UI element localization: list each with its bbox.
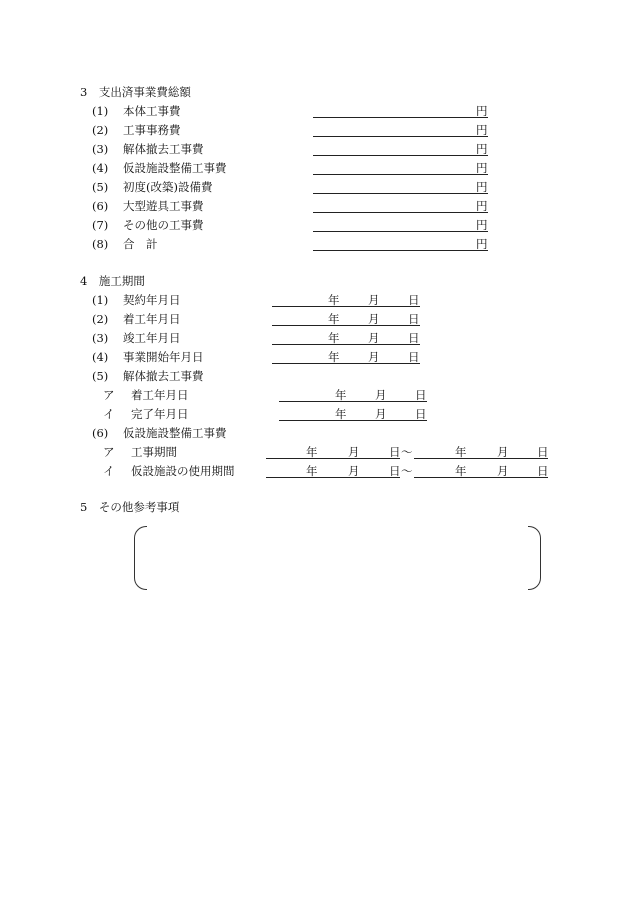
- amount-underline: [313, 174, 488, 175]
- item-number: (7): [92, 218, 109, 232]
- yen-unit: 円: [476, 161, 488, 175]
- yen-unit: 円: [476, 199, 488, 213]
- item-label: 解体撤去工事費: [123, 142, 204, 156]
- item-number: (5): [92, 369, 109, 383]
- item-label: 着工年月日: [123, 312, 181, 326]
- amount-underline: [313, 117, 488, 118]
- month-unit: 月: [368, 312, 380, 326]
- date-underline: [279, 401, 427, 402]
- date-underline: [272, 306, 420, 307]
- yen-unit: 円: [476, 123, 488, 137]
- date-underline-start: [266, 477, 400, 478]
- date-underline: [272, 363, 420, 364]
- item-number: (6): [92, 426, 109, 440]
- day-unit: 日: [537, 464, 549, 478]
- item-number: (3): [92, 142, 109, 156]
- total-label: 合 計: [123, 237, 158, 251]
- amount-underline: [313, 155, 488, 156]
- sub-item-marker: イ: [103, 407, 115, 421]
- month-unit: 月: [348, 464, 360, 478]
- item-label: 大型遊具工事費: [123, 199, 204, 213]
- sub-item-marker: ア: [103, 388, 115, 402]
- date-underline-end: [414, 477, 548, 478]
- day-unit: 日: [408, 293, 420, 307]
- item-number: (3): [92, 331, 109, 345]
- item-label: 本体工事費: [123, 104, 181, 118]
- day-unit: 日: [408, 312, 420, 326]
- section-3-heading: 3 支出済事業費総額: [80, 85, 191, 99]
- item-number: (4): [92, 350, 109, 364]
- date-underline: [272, 325, 420, 326]
- yen-unit: 円: [476, 237, 488, 251]
- year-unit: 年: [328, 350, 340, 364]
- amount-underline: [313, 250, 488, 251]
- day-unit: 日: [389, 445, 401, 459]
- month-unit: 月: [497, 445, 509, 459]
- month-unit: 月: [368, 331, 380, 345]
- sub-item-label: 完了年月日: [131, 407, 189, 421]
- day-unit: 日: [415, 388, 427, 402]
- year-unit: 年: [455, 464, 467, 478]
- item-label: 契約年月日: [123, 293, 181, 307]
- month-unit: 月: [368, 350, 380, 364]
- amount-underline: [313, 212, 488, 213]
- range-separator: ～: [401, 445, 413, 459]
- date-underline-end: [414, 458, 548, 459]
- day-unit: 日: [408, 350, 420, 364]
- month-unit: 月: [375, 407, 387, 421]
- date-underline-start: [266, 458, 400, 459]
- item-number: (2): [92, 312, 109, 326]
- month-unit: 月: [368, 293, 380, 307]
- date-underline: [279, 420, 427, 421]
- sub-item-marker: ア: [103, 445, 115, 459]
- year-unit: 年: [328, 293, 340, 307]
- month-unit: 月: [348, 445, 360, 459]
- item-label: 事業開始年月日: [123, 350, 204, 364]
- year-unit: 年: [306, 464, 318, 478]
- remarks-bracket-left: [134, 526, 147, 590]
- year-unit: 年: [335, 407, 347, 421]
- remarks-bracket-right: [528, 526, 541, 590]
- amount-underline: [313, 193, 488, 194]
- item-label: その他の工事費: [123, 218, 204, 232]
- sub-item-label: 着工年月日: [131, 388, 189, 402]
- section-4-heading: 4 施工期間: [80, 274, 145, 288]
- sub-item-marker: イ: [103, 464, 115, 478]
- item-label: 竣工年月日: [123, 331, 181, 345]
- yen-unit: 円: [476, 180, 488, 194]
- yen-unit: 円: [476, 218, 488, 232]
- item-label: 工事事務費: [123, 123, 181, 137]
- item-number: (8): [92, 237, 109, 251]
- year-unit: 年: [335, 388, 347, 402]
- section-5-heading: 5 その他参考事項: [80, 500, 180, 514]
- range-separator: ～: [401, 464, 413, 478]
- yen-unit: 円: [476, 104, 488, 118]
- day-unit: 日: [415, 407, 427, 421]
- month-unit: 月: [497, 464, 509, 478]
- day-unit: 日: [408, 331, 420, 345]
- item-number: (5): [92, 180, 109, 194]
- amount-underline: [313, 231, 488, 232]
- item-number: (1): [92, 104, 109, 118]
- item-label: 仮設施設整備工事費: [123, 161, 227, 175]
- item-number: (2): [92, 123, 109, 137]
- year-unit: 年: [328, 331, 340, 345]
- item-label: 仮設施設整備工事費: [123, 426, 227, 440]
- sub-item-label: 仮設施設の使用期間: [131, 464, 235, 478]
- item-number: (1): [92, 293, 109, 307]
- year-unit: 年: [455, 445, 467, 459]
- day-unit: 日: [389, 464, 401, 478]
- item-label: 初度(改築)設備費: [123, 180, 213, 194]
- item-number: (6): [92, 199, 109, 213]
- date-underline: [272, 344, 420, 345]
- amount-underline: [313, 136, 488, 137]
- sub-item-label: 工事期間: [131, 445, 177, 459]
- year-unit: 年: [328, 312, 340, 326]
- year-unit: 年: [306, 445, 318, 459]
- month-unit: 月: [375, 388, 387, 402]
- item-label: 解体撤去工事費: [123, 369, 204, 383]
- day-unit: 日: [537, 445, 549, 459]
- item-number: (4): [92, 161, 109, 175]
- yen-unit: 円: [476, 142, 488, 156]
